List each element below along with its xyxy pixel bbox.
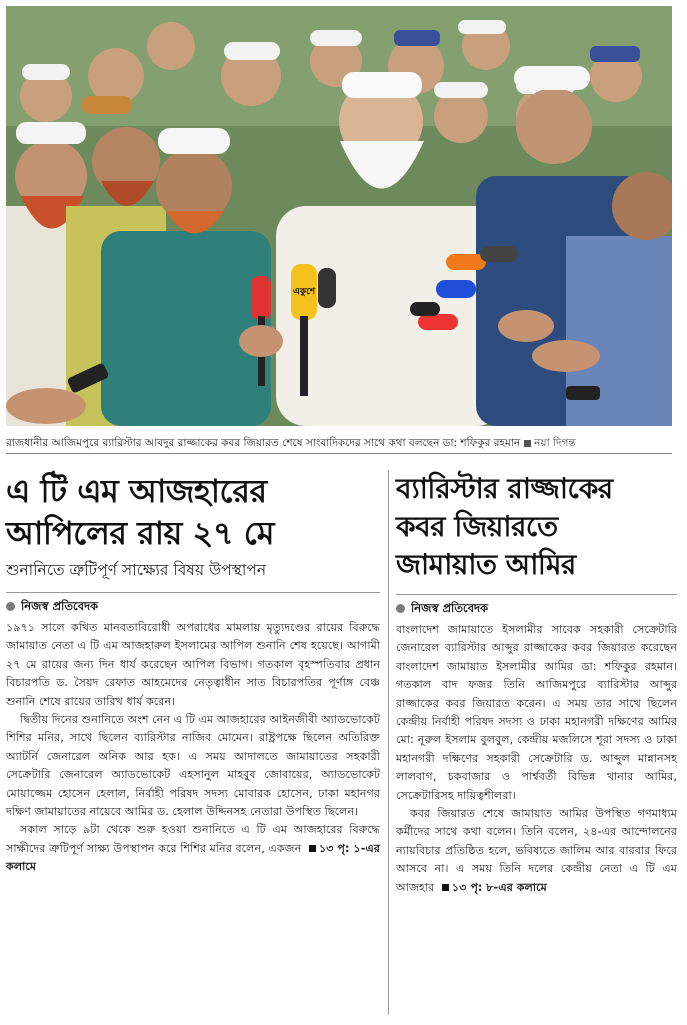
right-paragraph (396, 805, 677, 897)
left-article-body (6, 619, 380, 877)
left-byline (6, 593, 380, 619)
mic-flag-label: একুশে (292, 287, 316, 297)
right-headline (396, 470, 677, 584)
photo-caption (6, 432, 672, 454)
right-continued-text: ১৩ পৃ: ৮-এর কলামে (451, 880, 547, 894)
right-headline-line-3: জামায়াত আমির (396, 548, 576, 581)
left-paragraph-text: সকাল সাড়ে ৯টা থেকে শুরু হওয়া শুনানিতে এ টি এম আজহারের বিরুদ্ধে সাক্ষীদের ত্রুটিপূর্ণ সাক্ষ্য উপস্থাপন করে শিশির মনির বলেন, একজন (6, 823, 380, 855)
right-paragraph: বাংলাদেশ জামায়াতে ইসলামীর সাবেক সহকারী সেক্রেটারি জেনারেল ব্যারিস্টার আব্দুর রাজ্জাকের কবর জিয়ারত করেছেন বাংলাদেশ জামায়াত ইসলামীর আমির ডা: শফিকুর রহমান। গতকাল বাদ ফজর তিনি আজিমপুরে ব্যারিস্টার আব্দুর রাজ্জাকের কবর জিয়ারত করেন। এ সময় তার সাথে ছিলেন কেন্দ্রীয় নির্বাহী পরিষদ সদস্য ও ঢাকা মহানগরী দক্ষিণের আমির মো: নূরুল ইসলাম বুলবুল, কেন্দ্রীয় মজলিসে শূরা সদস্য ও ঢাকা মহানগরী দক্ষিণের সহকারী সেক্রেটারি ড. আব্দুল মান্নানসহ লালবাগ, চকবাজার ও পার্শ্ববর্তী বিভিন্ন থানার আমির, সেক্রেটারিসহ দায়িত্বশীলরা। (396, 623, 677, 802)
square-bullet-icon (524, 440, 531, 447)
right-paragraph-text: কবর জিয়ারত শেষে জামায়াত আমির উপস্থিত গণমাধ্যম কর্মীদের সাথে কথা বলেন। তিনি বলেন, ২৪-এর আন্দোলনের ন্যায়বিচার প্রতিষ্ঠিত হলে, ভবিষ্যতে জালিম আর বারবার ফিরে আসবে না। এ সময় তিনি দলের কেন্দ্রীয় নেতা এ টি এম আজহার (396, 807, 677, 894)
right-continued-link[interactable] (438, 881, 547, 894)
news-photo (6, 6, 672, 426)
bullet-dot-icon (396, 604, 405, 613)
right-headline-line-2: কবর জিয়ারতে (396, 510, 558, 543)
bullet-dot-icon (6, 602, 15, 611)
right-article-body (396, 621, 677, 897)
right-headline-line-1: ব্যারিস্টার রাজ্জাকের (396, 472, 613, 505)
press-scrum-photo-illustration (6, 6, 672, 426)
square-bullet-icon (442, 884, 449, 891)
left-continued-text: ১৩ পৃ: ১-এর কলামে (6, 841, 380, 874)
square-bullet-icon (309, 845, 316, 852)
left-paragraph: দ্বিতীয় দিনের শুনানিতে অংশ নেন এ টি এম আজহারের আইনজীবী অ্যাডভোকেট শিশির মনির, সাথে ছিলেন ব্যারিস্টার নাজিব মোমেন। রাষ্ট্রপক্ষে ছিলেন অতিরিক্ত অ্যাটর্নি জেনারেল অনিক আর হক। এ সময় আদালতে জামায়াতের সহকারী সেক্রেটারি জেনারেল অ্যাডভোকেট এহসানুল মাহবুব জোবায়ের, অ্যাডভোকেট মোয়াজ্জেম হোসেন হেলাল, নির্বাহী পরিষদ সদস্য মোবারক হোসেন, ঢাকা মহানগর দক্ষিণ জামায়াতের নায়েবে আমির ড. হেলাল উদ্দিনসহ নেতারা উপস্থিত ছিলেন। (6, 713, 380, 819)
photo-credit: নয়া দিগন্ত (534, 437, 576, 449)
caption-text: রাজধানীর আজিমপুরে ব্যারিস্টার আবদুর রাজ্জাকের কবর জিয়ারত শেষে সাংবাদিকদের সাথে কথা বলছেন ডা: শফিকুর রহমান (6, 437, 521, 449)
left-paragraph (6, 821, 380, 876)
column-divider (388, 470, 389, 1015)
left-headline-line-1: এ টি এম আজহারের (6, 472, 267, 510)
left-byline-text: নিজস্ব প্রতিবেদক (21, 599, 99, 613)
left-subheadline: শুনানিতে ত্রুটিপূর্ণ সাক্ষ্যের বিষয় উপস্থাপন (6, 561, 267, 579)
right-article (396, 470, 677, 897)
right-byline (396, 595, 677, 621)
left-headline (6, 470, 380, 554)
left-article (6, 470, 380, 877)
left-headline-line-2: আপিলের রায় ২৭ মে (6, 514, 275, 552)
left-paragraph: ১৯৭১ সালে কথিত মানবতাবিরোধী অপরাধের মামলায় মৃত্যুদণ্ডের রায়ের বিরুদ্ধে জামায়াত নেতা এ টি এম আজহারুল ইসলামের আপিল শুনানি শেষ হয়েছে। আগামী ২৭ মে রায়ের জন্য দিন ধার্য করেছেন আপিল বিভাগ। গতকাল বৃহস্পতিবার প্রধান বিচারপতি ড. সৈয়দ রেফাত আহমেদের নেতৃত্বাধীন সাত বিচারপতির পূর্ণাঙ্গ বেঞ্চ শুনানি শেষে রায়ের তারিখ ধার্য করেন। (6, 621, 380, 708)
right-byline-text: নিজস্ব প্রতিবেদক (411, 601, 489, 615)
